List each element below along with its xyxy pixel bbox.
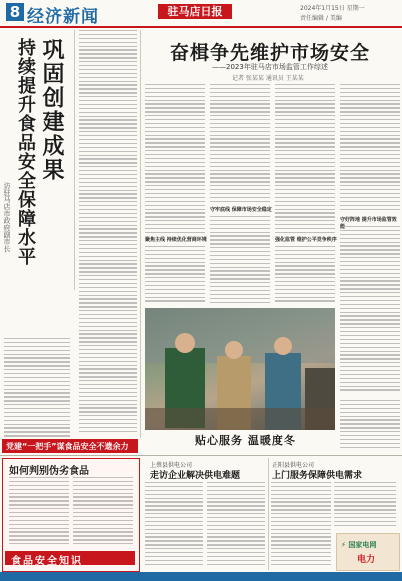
page-number: 8 bbox=[6, 3, 24, 21]
newspaper-logo: 驻马店日报 bbox=[158, 4, 232, 19]
article-body bbox=[275, 84, 335, 234]
red-banner-text: 党建“一把手”谋食品安全不遗余力 bbox=[6, 442, 129, 451]
headline-byline: 访驻马店市政府副市长 bbox=[3, 182, 11, 252]
top-story-byline: 记者 张某某 通讯员 王某某 bbox=[232, 75, 304, 82]
ad-label: 电力 bbox=[357, 555, 376, 565]
article-body bbox=[210, 84, 270, 204]
section-title: 经济新闻 bbox=[27, 7, 99, 27]
article-body bbox=[275, 246, 335, 306]
bottom-left-headline: 走访企业解决供电难题 bbox=[150, 471, 241, 481]
bottom-right-headline: 上门服务保障供电需求 bbox=[272, 471, 363, 481]
knowledge-box bbox=[2, 458, 140, 572]
headline-line-2: 持续提升食品安全保障水平 bbox=[15, 38, 36, 266]
left-headline bbox=[2, 32, 68, 332]
photo-description bbox=[340, 400, 400, 450]
box-footer-text: 食品安全知识 bbox=[11, 556, 83, 567]
headline-line-1: 巩固创建成果 bbox=[39, 38, 65, 182]
article-body bbox=[271, 482, 331, 568]
article-body bbox=[79, 30, 137, 438]
footer-strip bbox=[0, 572, 402, 581]
article-body bbox=[145, 482, 203, 568]
article-body bbox=[4, 338, 70, 438]
news-photo bbox=[145, 308, 335, 430]
editor-line: 责任编辑 / 美编 bbox=[300, 15, 342, 22]
subhead-2: 守牢底线 保障市场安全稳定 bbox=[210, 207, 272, 213]
top-story-headline: 奋楫争先维护市场安全 bbox=[170, 42, 371, 64]
subhead-4: 守好阵地 提升市场监管效 bbox=[340, 217, 397, 223]
article-body bbox=[340, 84, 400, 214]
ad-block bbox=[336, 533, 400, 571]
subhead-3: 强化监管 维护公平竞争秩序 bbox=[275, 237, 337, 243]
box-body bbox=[9, 477, 69, 547]
bottom-right-kicker: 正阳县供电公司 bbox=[272, 462, 315, 469]
box-title: 如何判别伪劣食品 bbox=[9, 466, 89, 477]
top-story-subheadline: ——2023年驻马店市场监管工作综述 bbox=[212, 63, 328, 71]
ad-brand: ⚡ 国家电网 bbox=[341, 541, 377, 549]
red-banner bbox=[2, 439, 138, 453]
article-body bbox=[145, 84, 205, 234]
article-body bbox=[145, 246, 205, 306]
article-body bbox=[340, 226, 400, 396]
subhead-1: 聚焦主线 持续优化营商环境 bbox=[145, 237, 207, 243]
bottom-left-kicker: 上蔡县供电公司 bbox=[150, 462, 193, 469]
masthead bbox=[0, 0, 402, 28]
date-line: 2024年1月15日 星期一 bbox=[300, 5, 365, 12]
article-body bbox=[334, 482, 396, 530]
photo-caption: 贴心服务 温暖度冬 bbox=[195, 434, 296, 447]
box-body bbox=[73, 477, 133, 547]
article-body bbox=[207, 482, 265, 568]
article-body bbox=[210, 216, 270, 306]
photo-scene bbox=[145, 308, 335, 430]
box-footer bbox=[5, 551, 135, 565]
